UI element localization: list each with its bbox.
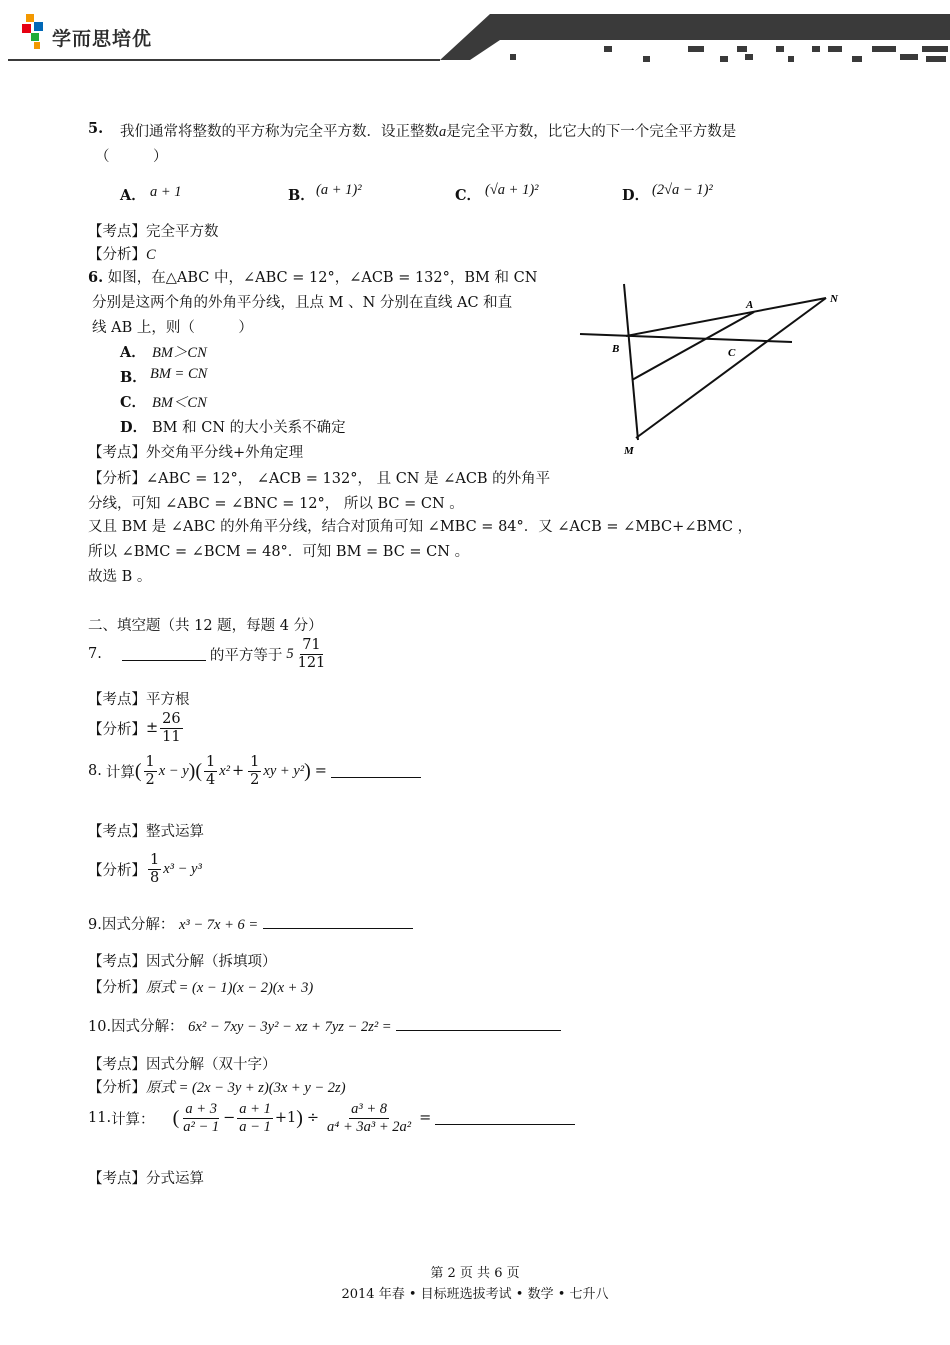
q5-text-part1: 我们通常将整数的平方称为完全平方数．设正整数 — [120, 124, 439, 140]
q11-f2-den: a − 1 — [239, 1118, 271, 1135]
fig-line-bm — [624, 284, 638, 440]
q6-fenxi-line5: 故选 B 。 — [88, 569, 152, 585]
q6-geometry-figure — [570, 278, 860, 463]
q7-pm: ± — [146, 720, 159, 737]
q8-label: 计算 — [105, 764, 135, 781]
q10-label: 因式分解： — [111, 1019, 184, 1035]
q5-fenxi-label: 【分析】 — [88, 247, 146, 263]
q9-expr: x³ − 7x + 6 = — [178, 917, 259, 933]
q10-kaodian-label: 【考点】 — [88, 1057, 146, 1073]
q10-fenxi-text: 原式 = (2x − 3y + z)(3x + y − 2z) — [146, 1080, 346, 1096]
q7-fenxi-label: 【分析】 — [88, 721, 146, 738]
q8-term2: x² — [219, 762, 231, 779]
q8-line: 8. 计算 ( $\frac{1}{2}$ x − y )( $\frac{1}{4}$ x² + $\frac{1}{2}$ xy + y² ) = — [88, 754, 421, 788]
fig-label-n: N — [830, 293, 838, 305]
q8-half-2 — [248, 754, 261, 788]
q8-kaodian-text: 整式运算 — [146, 824, 204, 840]
q8-term3: xy + y² — [263, 762, 305, 779]
q11-f1-num: a + 3 — [185, 1101, 217, 1117]
q8-half-1 — [144, 754, 157, 788]
q6-fenxi-line1 — [88, 467, 550, 488]
q8-number: 8. — [88, 763, 102, 780]
q8-half-1-num: 1 — [145, 754, 155, 770]
q6-line1 — [88, 266, 537, 287]
fig-label-a: A — [746, 299, 754, 311]
q9-line — [88, 913, 413, 934]
q11-line: 11. 计算： ( $\frac{a + 3}{\text{a² − 1}}$ − $\frac{a + 1}{a - 1}$ +1 ) ÷ $\frac{\text{a³ + 8}}{\text{a⁴ + 3a³ + 2a²}}$ = — [88, 1101, 575, 1135]
q10-number: 10. — [88, 1019, 112, 1035]
q9-kaodian-text: 因式分解（拆填项） — [146, 954, 277, 970]
exam-title: 2014 年春 • 目标班选拔考试 • 数学 • 七升八 — [341, 1287, 609, 1302]
q6-line3: 线 AB 上，则（ ） — [92, 320, 253, 336]
q5-kaodian-label: 【考点】 — [88, 224, 146, 240]
q11-kaodian — [88, 1167, 204, 1188]
q11-frac-3 — [325, 1101, 413, 1135]
q8-kaodian — [88, 820, 204, 841]
q6-option-d-label: D． — [120, 419, 148, 436]
q6-kaodian — [88, 441, 303, 462]
q6-option-c: BM＜CN — [152, 395, 207, 411]
q11-f3-num: a³ + 8 — [351, 1101, 387, 1117]
q9-label: 因式分解： — [101, 917, 175, 933]
q7-number: 7. — [88, 646, 102, 663]
q5-option-d-label: D． — [622, 187, 650, 204]
page-header — [0, 0, 950, 72]
q9-kaodian — [88, 950, 277, 971]
q11-kaodian-label: 【考点】 — [88, 1171, 146, 1187]
q7-whole: 5 — [286, 645, 294, 662]
q5-var: a — [439, 124, 447, 140]
q8-ans-den: 8 — [150, 869, 160, 886]
fig-line-ac — [632, 312, 754, 380]
q11-kaodian-text: 分式运算 — [146, 1171, 204, 1187]
q7-line — [88, 637, 329, 671]
q5-option-c-label: C． — [455, 187, 482, 204]
q5-text — [120, 120, 736, 141]
q7-frac-den: 121 — [297, 654, 326, 671]
q11-eq: = — [419, 1110, 432, 1127]
q11-plus1: +1 — [274, 1110, 297, 1127]
q6-number: 6. — [88, 269, 104, 286]
q10-fenxi — [88, 1076, 346, 1097]
q6-fenxi1: ∠ABC = 12°， ∠ACB = 132°， 且 CN 是 ∠ACB 的外角平 — [146, 471, 551, 487]
q7-kaodian — [88, 688, 190, 709]
q9-fenxi-label: 【分析】 — [88, 980, 146, 996]
page-number: 第 2 页 共 6 页 — [430, 1266, 520, 1281]
q11-f1-den: a² − 1 — [183, 1118, 220, 1135]
q10-kaodian-text: 因式分解（双十字） — [146, 1057, 277, 1073]
q5-kaodian-text: 完全平方数 — [146, 224, 219, 240]
q8-half-1-den: 2 — [145, 771, 155, 788]
q6-option-c-label: C． — [120, 394, 147, 411]
fig-line-bn — [626, 298, 826, 336]
q7-fraction — [296, 637, 328, 671]
q7-ans-num: 26 — [162, 711, 181, 727]
header-band-graphic — [0, 0, 950, 72]
q7-text: 的平方等于 — [209, 647, 283, 664]
q6-option-b-label: B． — [120, 369, 147, 386]
q10-line — [88, 1015, 561, 1036]
q11-answer-blank[interactable] — [435, 1112, 575, 1125]
q8-half-2-den: 2 — [250, 771, 260, 788]
q10-fenxi-label: 【分析】 — [88, 1080, 146, 1096]
q8-fenxi — [88, 852, 202, 886]
q8-answer-fraction — [148, 852, 161, 886]
q6-option-a: BM＞CN — [152, 345, 207, 361]
q5-kaodian — [88, 220, 219, 241]
q9-kaodian-label: 【考点】 — [88, 954, 146, 970]
q9-fenxi-text: 原式 = (x − 1)(x − 2)(x + 3) — [146, 980, 314, 996]
q6-option-b: BM = CN — [150, 366, 208, 382]
q7-answer-fraction — [160, 711, 182, 745]
q8-eq: = — [314, 763, 327, 780]
q11-number: 11. — [88, 1110, 112, 1127]
q8-quarter-den: 4 — [205, 771, 216, 788]
q11-div: ÷ — [306, 1110, 320, 1127]
q6-fenxi-line3: 又且 BM 是 ∠ABC 的外角平分线，结合对顶角可知 ∠MBC = 84°．又 ∠ACB = ∠MBC+∠BMC ， — [88, 519, 753, 535]
q11-frac-2 — [237, 1101, 273, 1135]
q11-minus: − — [223, 1110, 236, 1127]
q5-option-b: (a + 1)² — [316, 182, 362, 198]
section-2-title: 二、填空题（共 12 题，每题 4 分） — [88, 618, 323, 634]
page-footer — [0, 1262, 950, 1302]
q5-text-part2: 是完全平方数，比它大的下一个完全平方数是 — [446, 124, 737, 140]
q5-fenxi — [88, 243, 156, 264]
q6-line1-text: 如图，在△ABC 中，∠ABC = 12°，∠ACB = 132°，BM 和 CN — [107, 270, 538, 286]
fig-line-mn — [636, 298, 826, 438]
q10-kaodian — [88, 1053, 277, 1074]
fig-label-b: B — [612, 343, 620, 355]
q11-frac-1 — [181, 1101, 221, 1135]
q7-answer-blank[interactable] — [122, 648, 206, 661]
q8-plus: + — [232, 763, 245, 780]
q7-fenxi — [88, 711, 185, 745]
brand-name: 学而思培优 — [52, 29, 153, 50]
q5-option-a-label: A． — [120, 187, 146, 204]
q11-label: 计算： — [111, 1111, 155, 1128]
q8-ans-num: 1 — [150, 852, 160, 868]
q6-line2: 分别是这两个角的外角平分线，且点 M 、N 分别在直线 AC 和直 — [92, 295, 513, 311]
q5-option-d: (2√a − 1)² — [652, 182, 713, 198]
q7-frac-num: 71 — [302, 637, 321, 653]
q9-fenxi — [88, 976, 313, 997]
q6-fenxi-line4: 所以 ∠BMC = ∠BCM = 48°．可知 BM = BC = CN 。 — [88, 544, 470, 560]
q9-answer-blank[interactable] — [263, 916, 413, 929]
q6-kaodian-text: 外交角平分线+外角定理 — [146, 445, 304, 461]
q8-term1: x − y — [158, 762, 189, 779]
q5-option-a: a + 1 — [150, 184, 182, 200]
q7-ans-den: 11 — [162, 728, 181, 745]
q8-kaodian-label: 【考点】 — [88, 824, 146, 840]
q8-quarter-num: 1 — [205, 754, 216, 770]
q7-kaodian-text: 平方根 — [146, 692, 190, 708]
q8-half-2-num: 1 — [250, 754, 260, 770]
q8-quarter — [204, 754, 217, 788]
q6-fenxi-label: 【分析】 — [88, 471, 146, 487]
q6-option-a-label: A． — [120, 344, 146, 361]
q6-kaodian-label: 【考点】 — [88, 445, 146, 461]
q5-answer-paren: （ ） — [95, 149, 168, 165]
q11-f3-den: a⁴ + 3a³ + 2a² — [327, 1118, 412, 1135]
fig-line-bc — [580, 334, 792, 342]
q5-option-c: (√a + 1)² — [485, 182, 539, 198]
q8-answer: x³ − y³ — [163, 860, 202, 877]
q10-expr: 6x² − 7xy − 3y² − xz + 7yz − 2z² = — [188, 1019, 392, 1035]
q5-number: 5. — [88, 120, 104, 137]
fig-label-m: M — [624, 445, 634, 457]
q8-fenxi-label: 【分析】 — [88, 862, 146, 879]
q7-kaodian-label: 【考点】 — [88, 692, 146, 708]
q5-option-b-label: B． — [288, 187, 315, 204]
q5-fenxi-text: C — [146, 247, 156, 263]
fig-label-c: C — [728, 347, 736, 359]
q6-fenxi-line2: 分线，可知 ∠ABC = ∠BNC = 12°， 所以 BC = CN 。 — [88, 496, 464, 512]
q6-option-d: BM 和 CN 的大小关系不确定 — [152, 420, 346, 436]
q9-number: 9. — [88, 917, 102, 933]
q11-f2-num: a + 1 — [239, 1101, 271, 1117]
q8-answer-blank[interactable] — [331, 765, 421, 778]
q10-answer-blank[interactable] — [396, 1018, 561, 1031]
